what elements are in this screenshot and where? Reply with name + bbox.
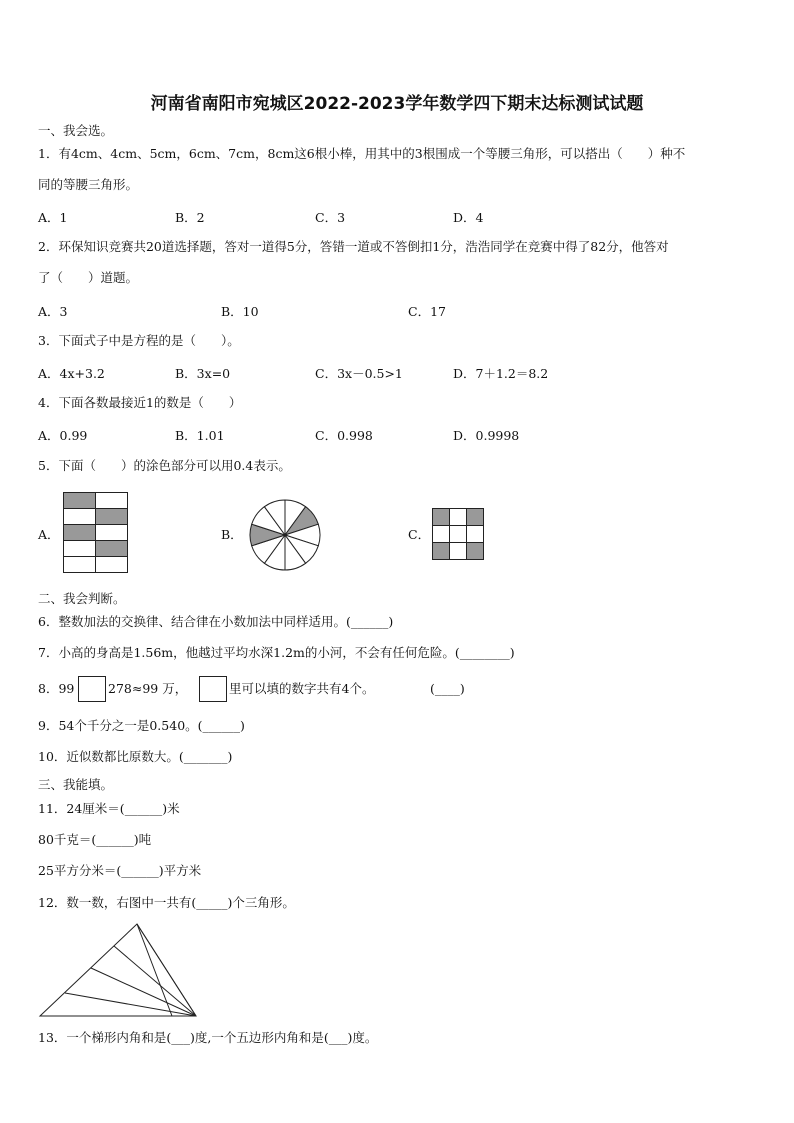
question-12: 12．数一数，右图中一共有(_____)个三角形。	[38, 895, 295, 910]
q3-option-d: D．7＋1.2＝8.2	[453, 366, 549, 381]
question-11-line-2: 80千克＝(______)吨	[38, 832, 152, 847]
section-heading-1: 一、我会选。	[38, 123, 114, 138]
question-1-line-1: 1．有4cm、4cm、5cm，6cm、7cm，8cm这6根小棒，用其中的3根围成一个等腰三角形，可以搭出（ ）种不	[38, 146, 686, 161]
q12-triangle-figure	[38, 922, 198, 1018]
question-8-part-a: 8．99	[38, 681, 75, 696]
q1-option-c: C．3	[315, 210, 346, 225]
q8-blank-box-1	[78, 676, 106, 702]
question-8-part-b: 278≈99 万，	[108, 681, 188, 696]
question-7: 7．小高的身高是1.56m，他越过平均水深1.2m的小河，不会有任何危险。(________)	[38, 645, 515, 660]
q5-option-c: C．	[408, 527, 431, 542]
q3-option-b: B．3x=0	[175, 366, 231, 381]
section-heading-2: 二、我会判断。	[38, 591, 126, 606]
question-3: 3．下面式子中是方程的是（ ）。	[38, 333, 240, 348]
question-1-line-2: 同的等腰三角形。	[38, 177, 139, 192]
q5-figure-c-grid	[432, 508, 486, 560]
question-4: 4．下面各数最接近1的数是（ ）	[38, 395, 242, 410]
q5-figure-b-circle	[249, 499, 321, 571]
question-2-line-1: 2．环保知识竞赛共20道选择题，答对一道得5分，答错一道或不答倒扣1分，浩浩同学在竞赛中得了82分，他答对	[38, 239, 669, 254]
q4-option-b: B．1.01	[175, 428, 225, 443]
page-title: 河南省南阳市宛城区2022-2023学年数学四下期末达标测试试题	[150, 94, 644, 114]
q3-option-a: A．4x+3.2	[38, 366, 105, 381]
q5-figure-a-grid	[63, 492, 129, 574]
section-heading-3: 三、我能填。	[38, 777, 114, 792]
question-11-line-3: 25平方分米＝(______)平方米	[38, 863, 202, 878]
q5-option-b: B．	[221, 527, 243, 542]
question-9: 9．54个千分之一是0.540。(______)	[38, 718, 245, 733]
q1-option-b: B．2	[175, 210, 205, 225]
q4-option-d: D．0.9998	[453, 428, 520, 443]
q2-option-b: B．10	[221, 304, 259, 319]
question-6: 6．整数加法的交换律、结合律在小数加法中同样适用。(______)	[38, 614, 394, 629]
q1-option-a: A．1	[38, 210, 68, 225]
q1-option-d: D．4	[453, 210, 484, 225]
q4-option-c: C．0.998	[315, 428, 373, 443]
q5-option-a: A．	[38, 527, 60, 542]
question-13: 13．一个梯形内角和是(___)度,一个五边形内角和是(___)度。	[38, 1030, 378, 1045]
q2-option-c: C．17	[408, 304, 446, 319]
q2-option-a: A．3	[38, 304, 68, 319]
question-2-line-2: 了（ ）道题。	[38, 270, 139, 285]
q3-option-c: C．3x－0.5>1	[315, 366, 403, 381]
question-10: 10．近似数都比原数大。(_______)	[38, 749, 233, 764]
question-11-line-1: 11．24厘米＝(______)米	[38, 801, 180, 816]
question-8-part-c: 里可以填的数字共有4个。	[229, 681, 375, 696]
question-5: 5．下面（ ）的涂色部分可以用0.4表示。	[38, 458, 291, 473]
q4-option-a: A．0.99	[38, 428, 88, 443]
q8-blank-box-2	[199, 676, 227, 702]
question-8-answer: (____)	[430, 681, 465, 696]
